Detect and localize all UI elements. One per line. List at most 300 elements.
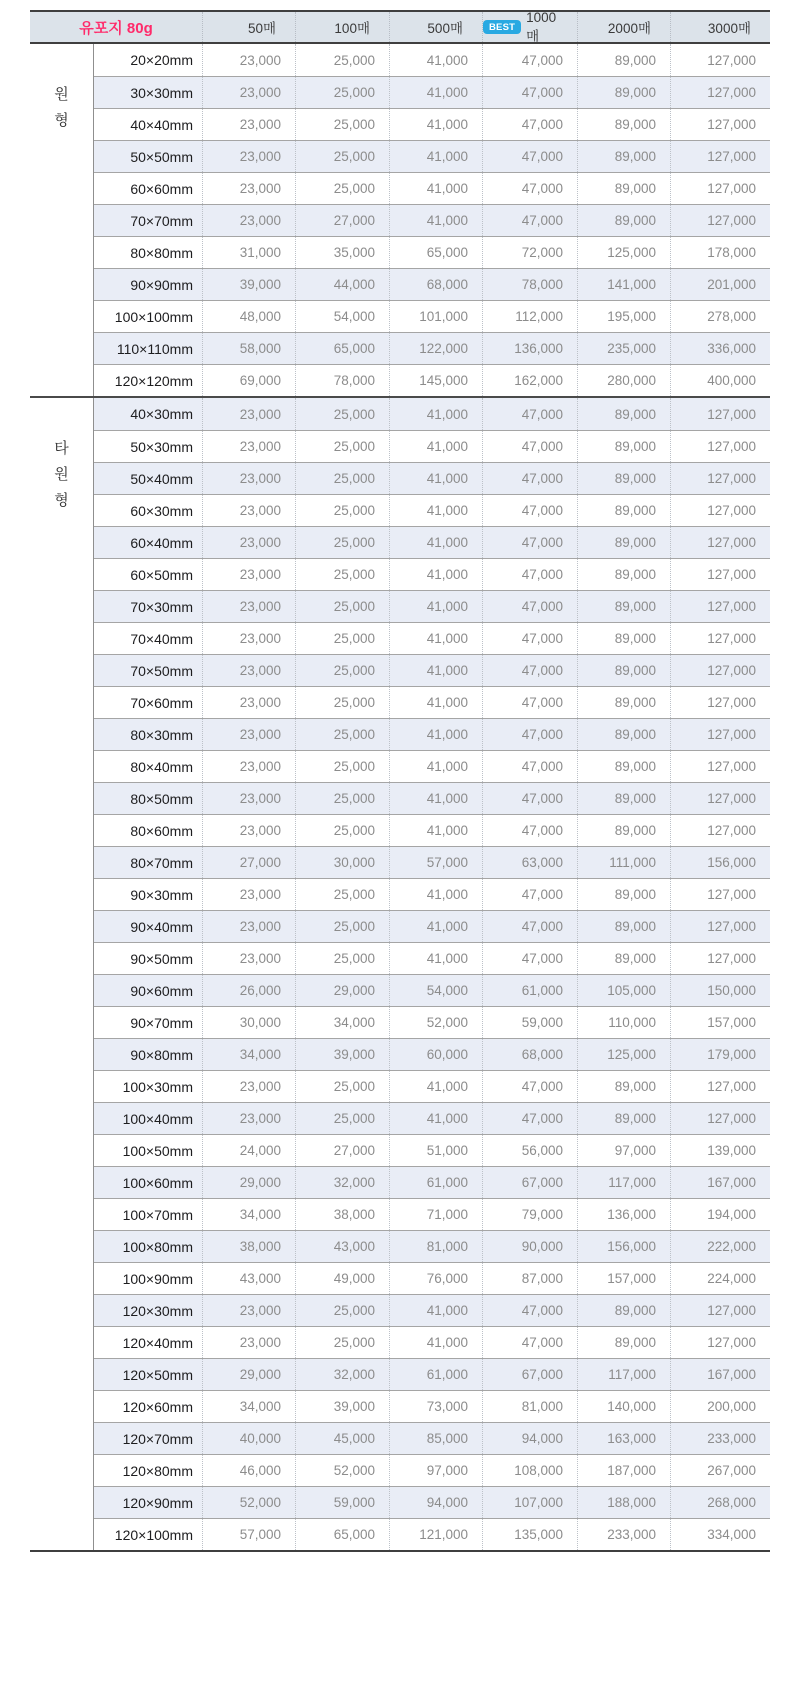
table-row (94, 364, 770, 396)
price-cell: 23,000 (202, 1103, 295, 1134)
price-cell: 94,000 (389, 1487, 482, 1518)
price-cell: 89,000 (577, 655, 670, 686)
price-cell: 89,000 (577, 44, 670, 76)
shape-label (30, 44, 94, 396)
size-cell: 80×40mm (130, 758, 193, 775)
size-cell: 40×40mm (130, 116, 193, 133)
table-row (94, 172, 770, 204)
price-cell: 32,000 (295, 1167, 389, 1198)
price-cell: 25,000 (295, 591, 389, 622)
price-cell: 54,000 (389, 975, 482, 1006)
price-cell: 47,000 (482, 879, 577, 910)
price-cell: 23,000 (202, 943, 295, 974)
price-cell: 29,000 (295, 975, 389, 1006)
price-cell: 187,000 (577, 1455, 670, 1486)
size-cell: 120×50mm (122, 1366, 193, 1383)
price-cell: 139,000 (670, 1135, 770, 1166)
price-cell: 267,000 (670, 1455, 770, 1486)
price-cell: 47,000 (482, 109, 577, 140)
price-cell: 54,000 (295, 301, 389, 332)
price-cell: 110,000 (577, 1007, 670, 1038)
price-cell: 23,000 (202, 751, 295, 782)
price-cell: 58,000 (202, 333, 295, 364)
price-cell: 59,000 (295, 1487, 389, 1518)
price-cell: 65,000 (295, 1519, 389, 1550)
price-cell: 47,000 (482, 1103, 577, 1134)
price-cell: 45,000 (295, 1423, 389, 1454)
shape-section (30, 396, 770, 1550)
price-cell: 47,000 (482, 751, 577, 782)
shape-label-text: 타원형 (54, 440, 69, 509)
table-row (94, 1294, 770, 1326)
price-cell: 47,000 (482, 463, 577, 494)
price-cell: 41,000 (389, 463, 482, 494)
price-cell: 89,000 (577, 173, 670, 204)
price-cell: 94,000 (482, 1423, 577, 1454)
table-row (94, 590, 770, 622)
price-cell: 178,000 (670, 237, 770, 268)
price-cell: 52,000 (389, 1007, 482, 1038)
price-cell: 25,000 (295, 77, 389, 108)
price-cell: 222,000 (670, 1231, 770, 1262)
price-cell: 89,000 (577, 719, 670, 750)
price-cell: 25,000 (295, 173, 389, 204)
price-cell: 41,000 (389, 783, 482, 814)
price-cell: 73,000 (389, 1391, 482, 1422)
size-cell: 70×40mm (130, 630, 193, 647)
table-row (94, 236, 770, 268)
price-cell: 201,000 (670, 269, 770, 300)
price-cell: 235,000 (577, 333, 670, 364)
price-cell: 167,000 (670, 1359, 770, 1390)
price-cell: 145,000 (389, 365, 482, 396)
price-cell: 39,000 (295, 1391, 389, 1422)
price-cell: 140,000 (577, 1391, 670, 1422)
size-cell: 20×20mm (130, 52, 193, 68)
price-cell: 25,000 (295, 911, 389, 942)
size-cell: 90×70mm (130, 1014, 193, 1031)
price-cell: 89,000 (577, 783, 670, 814)
price-cell: 25,000 (295, 1071, 389, 1102)
price-cell: 127,000 (670, 1327, 770, 1358)
size-cell: 60×40mm (130, 534, 193, 551)
price-cell: 25,000 (295, 559, 389, 590)
price-cell: 89,000 (577, 879, 670, 910)
price-cell: 25,000 (295, 398, 389, 430)
price-cell: 34,000 (202, 1391, 295, 1422)
price-cell: 41,000 (389, 1295, 482, 1326)
price-cell: 41,000 (389, 431, 482, 462)
qty-column-header (670, 12, 770, 42)
size-cell: 100×50mm (122, 1142, 193, 1159)
price-cell: 280,000 (577, 365, 670, 396)
price-cell: 47,000 (482, 44, 577, 76)
price-cell: 41,000 (389, 687, 482, 718)
price-cell: 25,000 (295, 623, 389, 654)
table-row (94, 300, 770, 332)
shape-label (30, 398, 94, 1550)
price-cell: 233,000 (577, 1519, 670, 1550)
price-cell: 34,000 (202, 1039, 295, 1070)
price-cell: 47,000 (482, 655, 577, 686)
price-cell: 41,000 (389, 44, 482, 76)
price-cell: 60,000 (389, 1039, 482, 1070)
table-row (94, 1198, 770, 1230)
size-cell: 120×120mm (114, 372, 193, 389)
price-cell: 89,000 (577, 1327, 670, 1358)
table-row (94, 1102, 770, 1134)
price-cell: 44,000 (295, 269, 389, 300)
table-row (94, 1486, 770, 1518)
price-cell: 47,000 (482, 527, 577, 558)
table-row (94, 494, 770, 526)
price-cell: 336,000 (670, 333, 770, 364)
price-cell: 56,000 (482, 1135, 577, 1166)
price-cell: 89,000 (577, 1071, 670, 1102)
price-cell: 41,000 (389, 751, 482, 782)
price-cell: 78,000 (295, 365, 389, 396)
size-cell: 40×30mm (130, 406, 193, 422)
price-cell: 72,000 (482, 237, 577, 268)
price-cell: 89,000 (577, 205, 670, 236)
price-cell: 25,000 (295, 1103, 389, 1134)
size-cell: 90×40mm (130, 918, 193, 935)
price-cell: 38,000 (295, 1199, 389, 1230)
table-row (94, 622, 770, 654)
price-cell: 41,000 (389, 623, 482, 654)
price-cell: 25,000 (295, 815, 389, 846)
price-cell: 23,000 (202, 398, 295, 430)
price-cell: 41,000 (389, 655, 482, 686)
price-cell: 334,000 (670, 1519, 770, 1550)
price-cell: 89,000 (577, 687, 670, 718)
price-cell: 25,000 (295, 719, 389, 750)
best-badge: BEST (483, 20, 521, 35)
price-cell: 47,000 (482, 1295, 577, 1326)
price-cell: 25,000 (295, 109, 389, 140)
price-cell: 23,000 (202, 173, 295, 204)
price-cell: 127,000 (670, 44, 770, 76)
price-cell: 127,000 (670, 783, 770, 814)
price-cell: 23,000 (202, 559, 295, 590)
table-row (94, 1230, 770, 1262)
size-cell: 90×60mm (130, 982, 193, 999)
price-cell: 89,000 (577, 911, 670, 942)
table-row (94, 332, 770, 364)
price-cell: 25,000 (295, 655, 389, 686)
price-cell: 79,000 (482, 1199, 577, 1230)
price-cell: 47,000 (482, 943, 577, 974)
price-cell: 89,000 (577, 815, 670, 846)
table-row (94, 462, 770, 494)
price-cell: 26,000 (202, 975, 295, 1006)
table-row (94, 942, 770, 974)
price-cell: 47,000 (482, 591, 577, 622)
price-cell: 69,000 (202, 365, 295, 396)
price-cell: 41,000 (389, 527, 482, 558)
price-cell: 127,000 (670, 77, 770, 108)
price-cell: 63,000 (482, 847, 577, 878)
price-cell: 89,000 (577, 109, 670, 140)
price-cell: 127,000 (670, 879, 770, 910)
price-cell: 89,000 (577, 1103, 670, 1134)
price-cell: 47,000 (482, 719, 577, 750)
price-cell: 24,000 (202, 1135, 295, 1166)
qty-column-label: 3000매 (707, 21, 751, 36)
qty-column-header (389, 12, 482, 42)
price-cell: 30,000 (202, 1007, 295, 1038)
size-cell: 90×30mm (130, 886, 193, 903)
size-cell: 50×30mm (130, 438, 193, 455)
price-cell: 268,000 (670, 1487, 770, 1518)
price-cell: 41,000 (389, 109, 482, 140)
price-cell: 25,000 (295, 1295, 389, 1326)
size-cell: 120×90mm (122, 1494, 193, 1511)
price-cell: 127,000 (670, 109, 770, 140)
size-cell: 80×50mm (130, 790, 193, 807)
price-cell: 47,000 (482, 77, 577, 108)
size-cell: 100×30mm (122, 1078, 193, 1095)
size-cell: 90×90mm (130, 276, 193, 293)
shape-label-text: 원형 (54, 86, 69, 129)
price-cell: 163,000 (577, 1423, 670, 1454)
price-cell: 76,000 (389, 1263, 482, 1294)
size-cell: 120×80mm (122, 1462, 193, 1479)
price-cell: 39,000 (202, 269, 295, 300)
price-cell: 34,000 (202, 1199, 295, 1230)
size-cell: 100×60mm (122, 1174, 193, 1191)
price-cell: 61,000 (389, 1359, 482, 1390)
table-row (94, 44, 770, 76)
size-cell: 120×60mm (122, 1398, 193, 1415)
table-header (30, 10, 770, 44)
price-cell: 48,000 (202, 301, 295, 332)
price-cell: 68,000 (482, 1039, 577, 1070)
table-row (94, 1358, 770, 1390)
price-cell: 47,000 (482, 173, 577, 204)
price-cell: 136,000 (577, 1199, 670, 1230)
price-cell: 47,000 (482, 783, 577, 814)
table-row (94, 974, 770, 1006)
table-row (94, 814, 770, 846)
price-cell: 23,000 (202, 109, 295, 140)
size-cell: 100×70mm (122, 1206, 193, 1223)
price-cell: 67,000 (482, 1359, 577, 1390)
price-cell: 101,000 (389, 301, 482, 332)
price-cell: 23,000 (202, 783, 295, 814)
price-cell: 127,000 (670, 815, 770, 846)
table-row (94, 1262, 770, 1294)
price-cell: 136,000 (482, 333, 577, 364)
price-cell: 23,000 (202, 815, 295, 846)
table-row (94, 910, 770, 942)
price-cell: 150,000 (670, 975, 770, 1006)
size-cell: 50×40mm (130, 470, 193, 487)
price-cell: 46,000 (202, 1455, 295, 1486)
price-cell: 107,000 (482, 1487, 577, 1518)
price-cell: 194,000 (670, 1199, 770, 1230)
price-cell: 41,000 (389, 591, 482, 622)
price-cell: 61,000 (389, 1167, 482, 1198)
price-cell: 41,000 (389, 559, 482, 590)
table-row (94, 398, 770, 430)
qty-column-header (295, 12, 389, 42)
size-cell: 90×50mm (130, 950, 193, 967)
price-cell: 43,000 (202, 1263, 295, 1294)
price-cell: 23,000 (202, 719, 295, 750)
price-cell: 89,000 (577, 77, 670, 108)
price-cell: 47,000 (482, 1327, 577, 1358)
price-cell: 127,000 (670, 463, 770, 494)
price-cell: 89,000 (577, 527, 670, 558)
price-cell: 87,000 (482, 1263, 577, 1294)
price-cell: 105,000 (577, 975, 670, 1006)
size-cell: 30×30mm (130, 84, 193, 101)
price-cell: 41,000 (389, 1103, 482, 1134)
size-cell: 60×60mm (130, 180, 193, 197)
price-cell: 30,000 (295, 847, 389, 878)
price-cell: 47,000 (482, 495, 577, 526)
price-cell: 41,000 (389, 1071, 482, 1102)
price-cell: 47,000 (482, 398, 577, 430)
size-cell: 80×70mm (130, 854, 193, 871)
price-cell: 52,000 (202, 1487, 295, 1518)
price-cell: 117,000 (577, 1167, 670, 1198)
table-row (94, 1166, 770, 1198)
price-cell: 89,000 (577, 398, 670, 430)
price-cell: 47,000 (482, 141, 577, 172)
price-cell: 41,000 (389, 815, 482, 846)
size-cell: 80×60mm (130, 822, 193, 839)
price-cell: 127,000 (670, 527, 770, 558)
price-cell: 23,000 (202, 687, 295, 718)
table-row (94, 686, 770, 718)
price-cell: 23,000 (202, 655, 295, 686)
price-cell: 127,000 (670, 205, 770, 236)
size-cell: 80×80mm (130, 244, 193, 261)
price-cell: 97,000 (577, 1135, 670, 1166)
shape-section (30, 44, 770, 396)
price-cell: 188,000 (577, 1487, 670, 1518)
price-cell: 47,000 (482, 205, 577, 236)
table-row (94, 204, 770, 236)
price-cell: 89,000 (577, 623, 670, 654)
qty-column-header (577, 12, 670, 42)
size-cell: 100×80mm (122, 1238, 193, 1255)
price-cell: 41,000 (389, 495, 482, 526)
price-cell: 41,000 (389, 398, 482, 430)
price-cell: 400,000 (670, 365, 770, 396)
size-cell: 60×50mm (130, 566, 193, 583)
price-cell: 97,000 (389, 1455, 482, 1486)
price-cell: 25,000 (295, 527, 389, 558)
size-cell: 100×100mm (114, 308, 193, 325)
price-cell: 25,000 (295, 1327, 389, 1358)
qty-column-header (202, 12, 295, 42)
qty-column-label: 100매 (334, 21, 370, 36)
price-cell: 23,000 (202, 591, 295, 622)
table-body (30, 44, 770, 1552)
price-cell: 27,000 (295, 1135, 389, 1166)
price-cell: 127,000 (670, 559, 770, 590)
price-cell: 127,000 (670, 1071, 770, 1102)
table-row (94, 1518, 770, 1550)
price-cell: 127,000 (670, 943, 770, 974)
price-cell: 90,000 (482, 1231, 577, 1262)
price-cell: 25,000 (295, 463, 389, 494)
price-cell: 68,000 (389, 269, 482, 300)
table-row (94, 878, 770, 910)
price-cell: 41,000 (389, 205, 482, 236)
price-cell: 23,000 (202, 431, 295, 462)
price-cell: 25,000 (295, 879, 389, 910)
price-cell: 25,000 (295, 943, 389, 974)
table-row (94, 846, 770, 878)
table-row (94, 750, 770, 782)
price-cell: 41,000 (389, 141, 482, 172)
price-cell: 162,000 (482, 365, 577, 396)
price-cell: 278,000 (670, 301, 770, 332)
price-cell: 89,000 (577, 591, 670, 622)
table-row (94, 1006, 770, 1038)
price-cell: 127,000 (670, 751, 770, 782)
size-cell: 50×50mm (130, 148, 193, 165)
price-cell: 156,000 (577, 1231, 670, 1262)
price-cell: 117,000 (577, 1359, 670, 1390)
price-cell: 89,000 (577, 751, 670, 782)
price-cell: 25,000 (295, 687, 389, 718)
table-row (94, 140, 770, 172)
price-cell: 23,000 (202, 77, 295, 108)
price-cell: 127,000 (670, 398, 770, 430)
price-cell: 127,000 (670, 655, 770, 686)
size-cell: 90×80mm (130, 1046, 193, 1063)
size-cell: 70×30mm (130, 598, 193, 615)
price-cell: 23,000 (202, 1295, 295, 1326)
price-cell: 125,000 (577, 1039, 670, 1070)
price-cell: 41,000 (389, 943, 482, 974)
qty-column-header (482, 9, 577, 44)
price-cell: 127,000 (670, 173, 770, 204)
price-cell: 23,000 (202, 463, 295, 494)
table-row (94, 718, 770, 750)
price-cell: 127,000 (670, 591, 770, 622)
price-cell: 57,000 (202, 1519, 295, 1550)
qty-column-label: 2000매 (607, 21, 651, 36)
price-cell: 35,000 (295, 237, 389, 268)
table-row (94, 1422, 770, 1454)
price-cell: 108,000 (482, 1455, 577, 1486)
qty-column-label: 500매 (427, 21, 463, 36)
price-cell: 89,000 (577, 559, 670, 590)
size-cell: 120×100mm (114, 1526, 193, 1543)
size-cell: 70×60mm (130, 694, 193, 711)
size-cell: 70×50mm (130, 662, 193, 679)
price-cell: 65,000 (295, 333, 389, 364)
price-cell: 41,000 (389, 77, 482, 108)
size-cell: 120×40mm (122, 1334, 193, 1351)
price-cell: 23,000 (202, 44, 295, 76)
price-cell: 23,000 (202, 495, 295, 526)
price-cell: 61,000 (482, 975, 577, 1006)
price-cell: 57,000 (389, 847, 482, 878)
size-cell: 120×70mm (122, 1430, 193, 1447)
price-cell: 127,000 (670, 431, 770, 462)
price-cell: 43,000 (295, 1231, 389, 1262)
price-cell: 89,000 (577, 463, 670, 494)
price-cell: 127,000 (670, 719, 770, 750)
price-cell: 25,000 (295, 141, 389, 172)
